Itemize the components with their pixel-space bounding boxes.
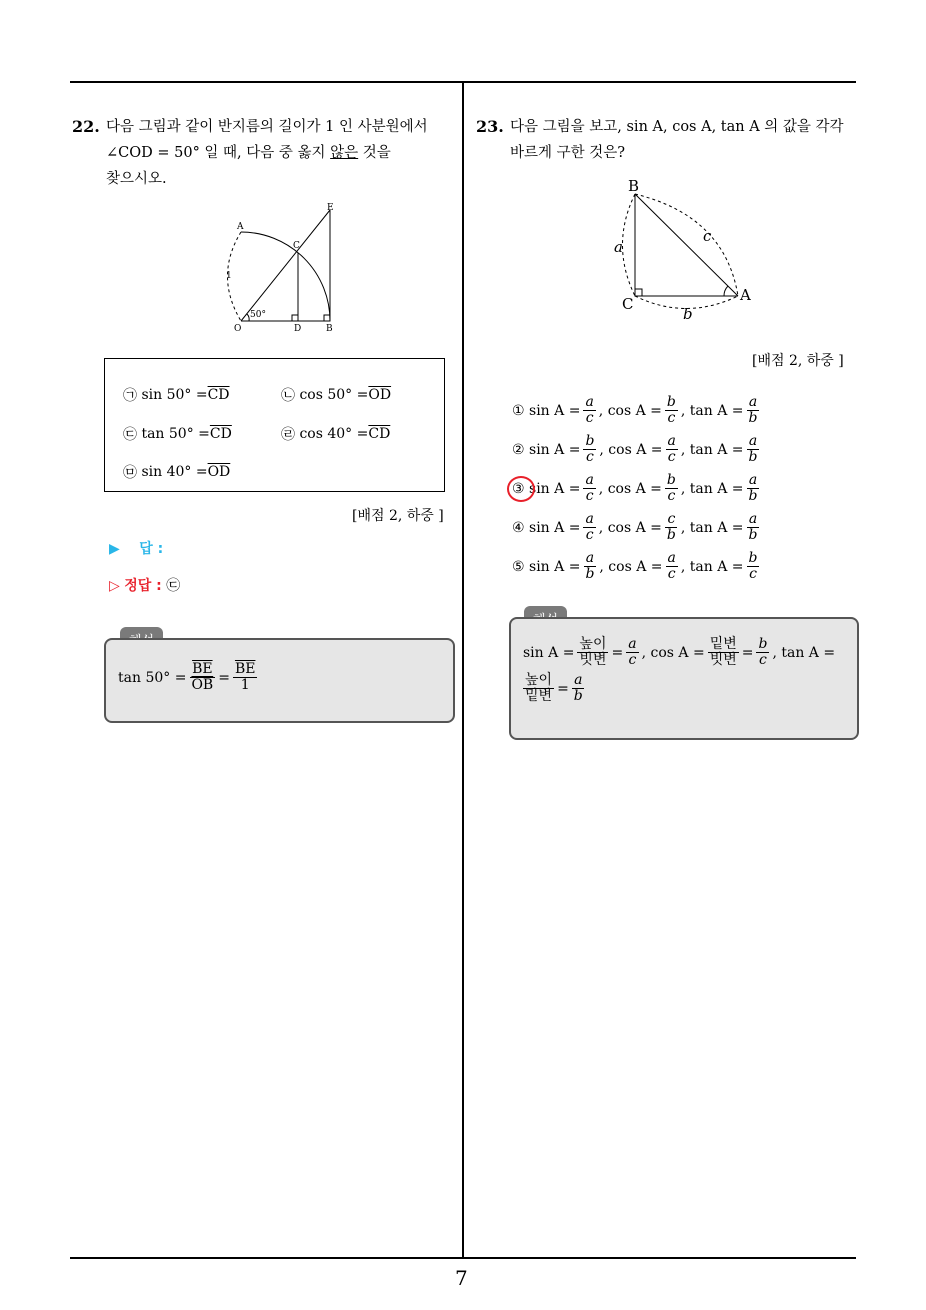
q22-option-4: ㉣ cos 40° = $\overline{CD}$ bbox=[281, 425, 391, 443]
quarter-arc bbox=[241, 232, 330, 321]
label-one: 1 bbox=[226, 271, 232, 281]
line-oe bbox=[241, 210, 330, 321]
q22-line1: 다음 그림과 같이 반지름의 길이가 1 인 사분원에서 bbox=[106, 119, 428, 135]
q22-option-5: ㉤ sin 40° = $\overline{OD}$ bbox=[123, 463, 231, 481]
q23-choice-4[interactable]: ④ sin A = $\frac{a}{c}$ , cos A = $\frac{c}{b}$ , tan A = $\frac{a}{b}$ bbox=[512, 510, 758, 543]
q22-number: 22. bbox=[72, 117, 100, 136]
q23-number: 23. bbox=[476, 117, 504, 136]
right-angle-c bbox=[635, 289, 642, 296]
label-d: D bbox=[294, 324, 302, 334]
correct-value: ㉢ bbox=[166, 578, 181, 594]
angle-arc bbox=[247, 314, 249, 321]
q22-text bbox=[106, 114, 456, 192]
q22-line2: ∠COD = 50° 일 때, 다음 중 옳지 않은 것을 bbox=[106, 145, 391, 161]
q23-choice-1[interactable]: ① sin A = $\frac{a}{c}$ , cos A = $\frac{b}{c}$ , tan A = $\frac{a}{b}$ bbox=[512, 393, 758, 426]
correct-arrow-icon: ▷ bbox=[109, 578, 120, 594]
q22-explain-box bbox=[104, 638, 455, 723]
side-ab bbox=[635, 194, 738, 296]
q23-explain-formula: sin A = $\frac{\text{높이}}{\text{빗변}}$ = $\frac{a}{c}$ , cos A = $\frac{\text{밑변}}{\text{빗변}}$ = $\frac{b}{c}$ , tan A = $\frac{\text{높이}}{\text{밑변}}$ = $\frac{a}{b}$ bbox=[523, 636, 836, 705]
angle-a-arc bbox=[724, 286, 728, 296]
q23-text bbox=[510, 114, 860, 166]
label-c-vertex: C bbox=[622, 295, 634, 313]
right-angle-d bbox=[292, 315, 298, 321]
label-a: A bbox=[237, 222, 244, 232]
frac-be-1: $\frac{\overline{BE}}{1}$ bbox=[234, 661, 256, 694]
q23-choices[interactable] bbox=[512, 391, 762, 586]
q23-line2: 바르게 구한 것은? bbox=[510, 145, 626, 161]
q22-emphasis: 않은 bbox=[330, 145, 359, 161]
q23-figure bbox=[610, 176, 760, 326]
label-side-c: c bbox=[703, 227, 712, 245]
q23-explain-box bbox=[509, 617, 859, 740]
q22-figure bbox=[220, 200, 350, 335]
answer-arrow-icon: ▶ bbox=[109, 541, 120, 557]
q22-line3: 찾으시오. bbox=[106, 171, 167, 187]
q22-option-1: ㉠ sin 50° = $\overline{CD}$ bbox=[123, 386, 230, 404]
page-number: 7 bbox=[455, 1266, 468, 1290]
label-c: C bbox=[293, 241, 300, 251]
q22-answer-row: ▶ 답 : bbox=[109, 541, 164, 557]
q22-score: [배점 2, 하중 ] bbox=[352, 508, 444, 524]
label-angle: 50° bbox=[250, 310, 266, 320]
footer-rule bbox=[70, 1257, 856, 1259]
q22-options-box bbox=[104, 358, 445, 492]
label-side-a: a bbox=[614, 238, 623, 256]
label-b: B bbox=[326, 324, 333, 334]
q23-score: [배점 2, 하중 ] bbox=[752, 353, 844, 369]
q23-choice-2[interactable]: ② sin A = $\frac{b}{c}$ , cos A = $\frac{a}{c}$ , tan A = $\frac{a}{b}$ bbox=[512, 432, 758, 465]
q22-correct-row: ▷ 정답 : ㉢ bbox=[109, 578, 181, 594]
q22-option-2: ㉡ cos 50° = $\overline{OD}$ bbox=[281, 386, 392, 404]
column-divider bbox=[462, 83, 464, 1258]
label-b-vertex: B bbox=[628, 177, 640, 195]
label-e: E bbox=[327, 203, 334, 213]
q23-choice-5[interactable]: ⑤ sin A = $\frac{a}{b}$ , cos A = $\frac{a}{c}$ , tan A = $\frac{b}{c}$ bbox=[512, 549, 758, 582]
label-side-b: b bbox=[683, 305, 693, 323]
dashed-a bbox=[623, 194, 636, 296]
selected-circle-icon bbox=[507, 476, 535, 502]
q22-explain-formula: tan 50° = $\frac{\overline{BE}}{OB}$ = $\frac{\overline{BE}}{1}$ bbox=[118, 661, 256, 694]
q23-choice-3[interactable]: ③ sin A = $\frac{a}{c}$ , cos A = $\frac{b}{c}$ , tan A = $\frac{a}{b}$ bbox=[512, 469, 762, 508]
q22-option-3: ㉢ tan 50° = $\overline{CD}$ bbox=[123, 425, 232, 443]
label-o: O bbox=[234, 324, 242, 334]
label-a-vertex: A bbox=[740, 286, 751, 304]
right-angle-b bbox=[324, 315, 330, 321]
frac-be-ob: $\frac{\overline{BE}}{OB}$ bbox=[191, 661, 214, 694]
q23-line1: 다음 그림을 보고, sin A, cos A, tan A 의 값을 각각 bbox=[510, 119, 844, 135]
